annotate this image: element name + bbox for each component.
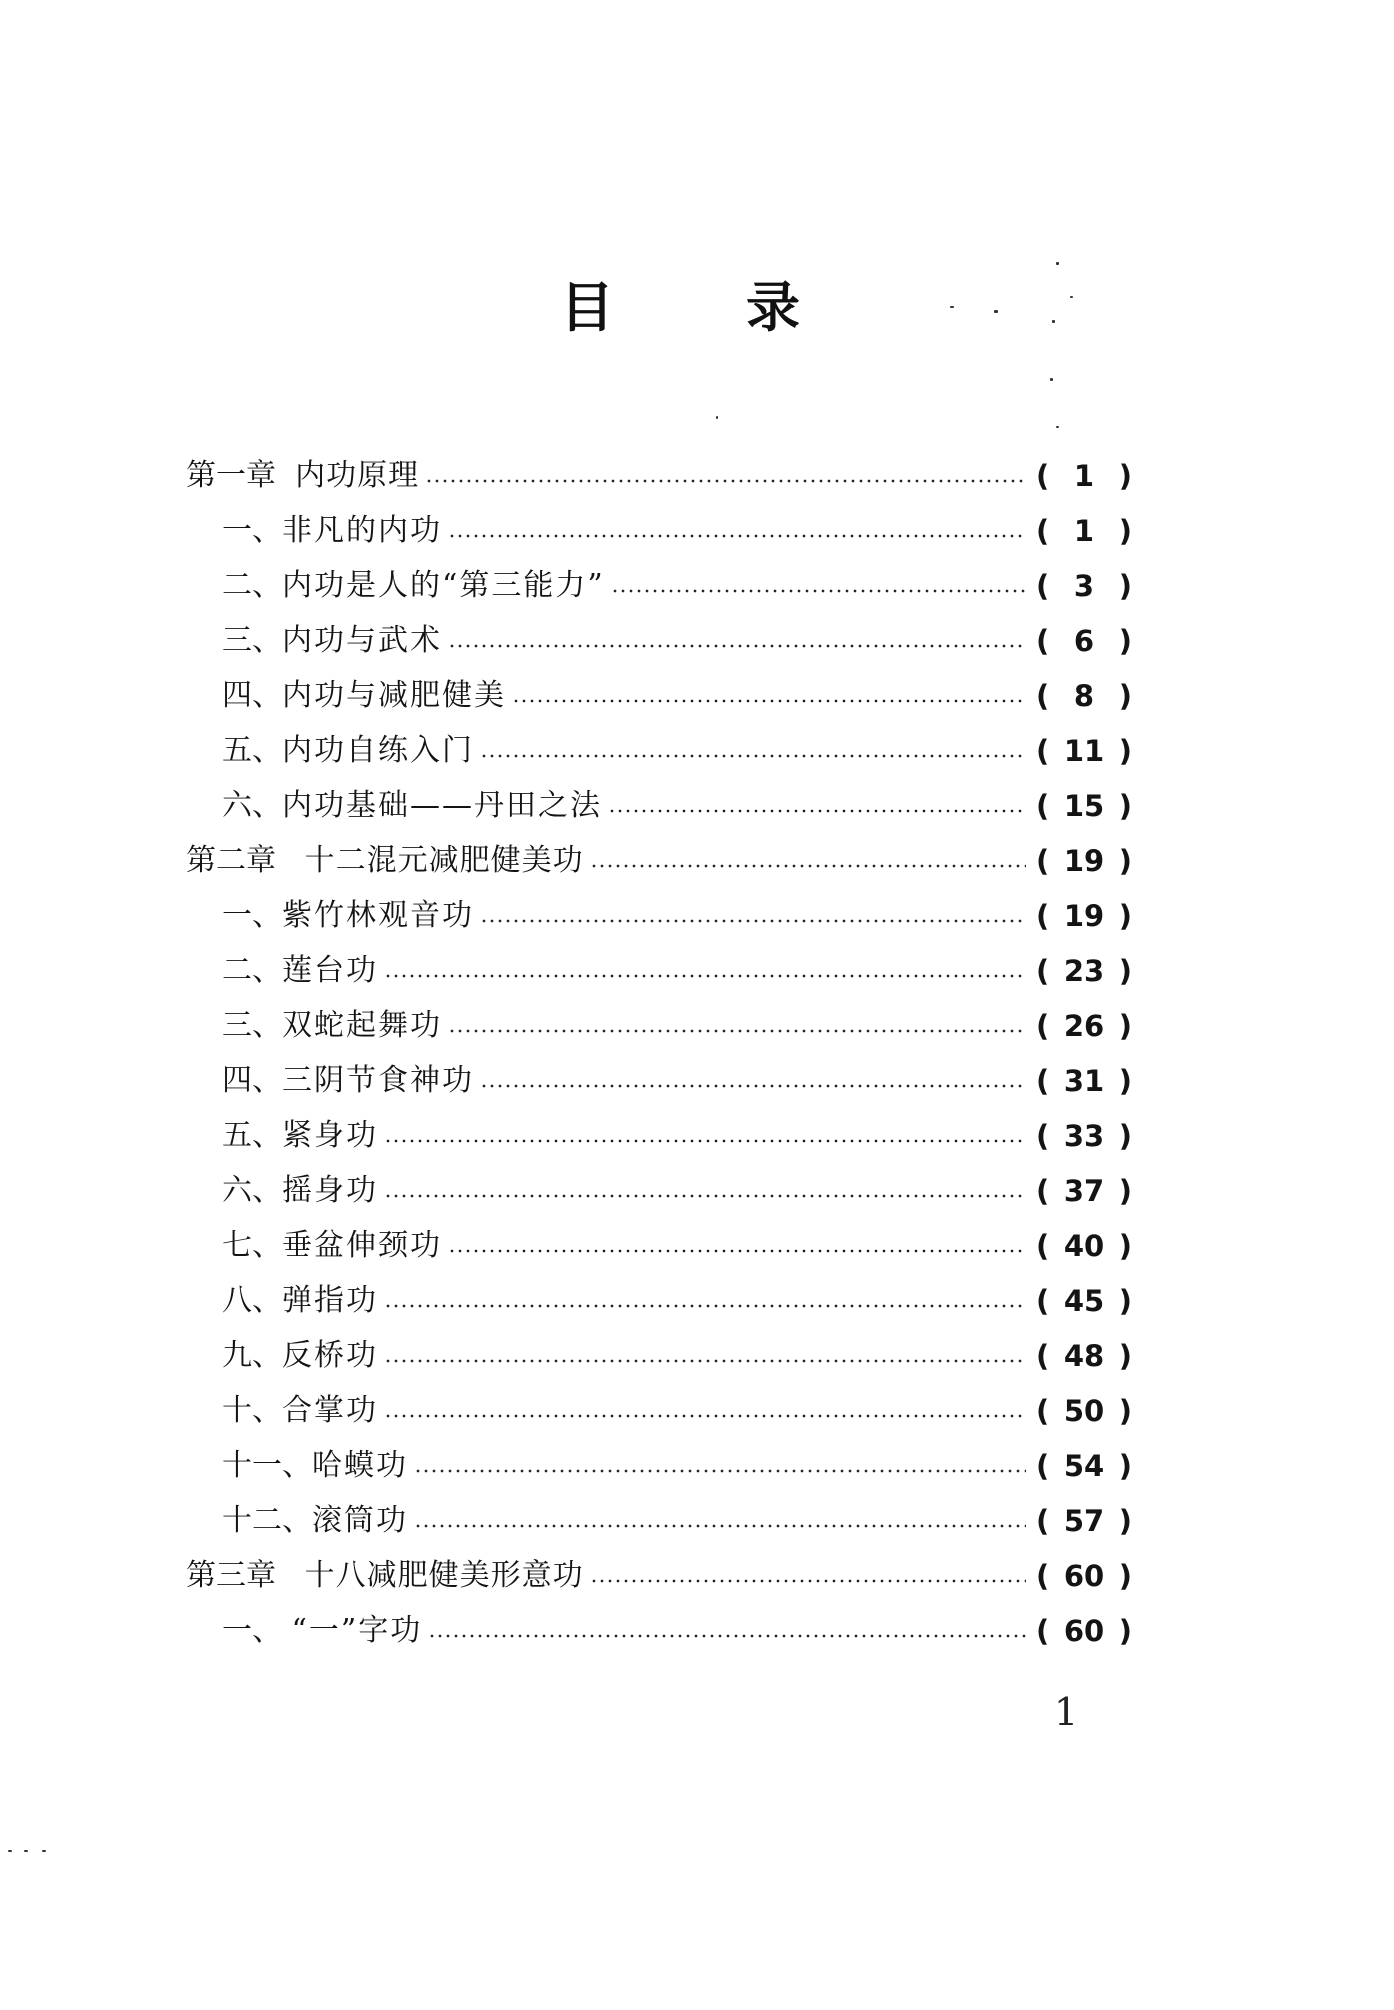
entry-number: 五、 [222,732,282,768]
entry-title: 紧身功 [282,1117,378,1153]
page-number: 1 [1054,1690,1079,1734]
entry-number: 第三章 [186,1557,276,1593]
entry-title: 合掌功 [282,1392,378,1428]
close-paren: ) [1118,1228,1132,1263]
entry-title: 哈蟆功 [312,1447,408,1483]
entry-number: 六、 [222,787,282,823]
dot-leader [384,974,1026,978]
page-reference [1036,1501,1132,1541]
page-ref-number: 57 [1063,1503,1105,1538]
entry-title: 双蛇起舞功 [282,1007,442,1043]
page-reference [1036,841,1132,881]
entry-title: 三阴节食神功 [282,1062,474,1098]
scan-speck [950,306,954,308]
scan-speck [1070,296,1073,298]
open-paren: ( [1036,1008,1050,1043]
page-ref-number: 40 [1063,1228,1105,1263]
table-of-contents [186,448,1132,1658]
close-paren: ) [1118,1338,1132,1373]
entry-title: 滚筒功 [312,1502,408,1538]
entry-number: 八、 [222,1282,282,1318]
toc-section-entry [186,1053,1132,1108]
dot-leader [384,1304,1026,1308]
toc-section-entry [186,998,1132,1053]
dot-leader [480,919,1026,923]
title-char-1: 目 [560,275,614,339]
close-paren: ) [1118,1173,1132,1208]
scan-speck [716,416,718,419]
close-paren: ) [1118,733,1132,768]
entry-number: 三、 [222,622,282,658]
close-paren: ) [1118,1063,1132,1098]
dot-leader [384,1194,1026,1198]
entry-title: 十八减肥健美形意功 [304,1557,584,1593]
entry-title: 摇身功 [282,1172,378,1208]
scan-speck [24,1850,28,1852]
entry-title: 内功自练入门 [282,732,474,768]
page-reference [1036,1391,1132,1431]
page-reference [1036,456,1132,496]
page-ref-number: 33 [1063,1118,1105,1153]
dot-leader [428,1634,1026,1638]
entry-title: 内功原理 [295,457,420,493]
page-reference [1036,1336,1132,1376]
dot-leader [590,1579,1026,1583]
toc-section-entry [186,723,1132,778]
toc-chapter-entry [186,1548,1132,1603]
entry-number: 六、 [222,1172,282,1208]
entry-number: 十一、 [222,1447,312,1483]
scan-speck [8,1850,12,1852]
entry-number: 四、 [222,1062,282,1098]
page-ref-number: 1 [1073,513,1095,548]
entry-number: 九、 [222,1337,282,1373]
page-ref-number: 60 [1063,1558,1105,1593]
entry-title: 弹指功 [282,1282,378,1318]
entry-number: 十、 [222,1392,282,1428]
entry-title: 内功与武术 [282,622,442,658]
open-paren: ( [1036,1118,1050,1153]
open-paren: ( [1036,1338,1050,1373]
entry-title: 垂盆伸颈功 [282,1227,442,1263]
entry-number: 四、 [222,677,282,713]
entry-number: 一、 [222,897,282,933]
open-paren: ( [1036,623,1050,658]
page-ref-number: 8 [1073,678,1095,713]
open-paren: ( [1036,678,1050,713]
page-ref-number: 19 [1063,843,1105,878]
page-reference [1036,566,1132,606]
page-reference [1036,1061,1132,1101]
scan-speck [1056,262,1059,265]
close-paren: ) [1118,458,1132,493]
toc-section-entry [186,1273,1132,1328]
entry-title: 内功是人的“第三能力” [282,567,605,603]
page-ref-number: 1 [1073,458,1095,493]
toc-section-entry [186,558,1132,613]
close-paren: ) [1118,1008,1132,1043]
toc-section-entry [186,943,1132,998]
toc-section-entry [186,1603,1132,1658]
page-ref-number: 23 [1063,953,1105,988]
open-paren: ( [1036,733,1050,768]
page-ref-number: 19 [1063,898,1105,933]
entry-title: 内功基础——丹田之法 [282,787,602,823]
page-ref-number: 31 [1063,1063,1105,1098]
scan-speck [42,1850,46,1852]
toc-section-entry [186,778,1132,833]
title-char-2: 录 [746,275,800,339]
page-ref-number: 60 [1063,1613,1105,1648]
entry-spacer [276,1556,305,1596]
entry-spacer [276,841,305,881]
open-paren: ( [1036,953,1050,988]
toc-section-entry [186,1383,1132,1438]
dot-leader [414,1524,1026,1528]
page-reference [1036,786,1132,826]
entry-number: 一、 [222,512,282,548]
entry-number: 五、 [222,1117,282,1153]
scan-speck [1050,378,1053,381]
page-ref-number: 45 [1063,1283,1105,1318]
open-paren: ( [1036,1558,1050,1593]
close-paren: ) [1118,623,1132,658]
entry-title: “一”字功 [291,1612,423,1648]
open-paren: ( [1036,458,1050,493]
toc-section-entry [186,1328,1132,1383]
entry-number: 第一章 [186,457,276,493]
page-ref-number: 54 [1063,1448,1105,1483]
open-paren: ( [1036,788,1050,823]
page-title [560,268,800,338]
open-paren: ( [1036,898,1050,933]
dot-leader [480,1084,1026,1088]
dot-leader [448,644,1026,648]
dot-leader [480,754,1026,758]
close-paren: ) [1118,898,1132,933]
page-reference [1036,896,1132,936]
close-paren: ) [1118,1393,1132,1428]
toc-section-entry [186,1108,1132,1163]
page-reference [1036,1226,1132,1266]
entry-spacer [282,1611,292,1651]
entry-title: 莲台功 [282,952,378,988]
dot-leader [448,534,1026,538]
toc-section-entry [186,1163,1132,1218]
dot-leader [384,1414,1026,1418]
dot-leader [448,1029,1026,1033]
open-paren: ( [1036,1173,1050,1208]
scan-speck [994,310,998,313]
entry-number: 第二章 [186,842,276,878]
entry-number: 二、 [222,952,282,988]
page-reference [1036,1006,1132,1046]
close-paren: ) [1118,953,1132,988]
toc-chapter-entry [186,448,1132,503]
toc-chapter-entry [186,833,1132,888]
open-paren: ( [1036,1448,1050,1483]
open-paren: ( [1036,1613,1050,1648]
entry-title: 非凡的内功 [282,512,442,548]
page-reference [1036,1611,1132,1651]
page-ref-number: 50 [1063,1393,1105,1428]
open-paren: ( [1036,1393,1050,1428]
entry-title: 内功与减肥健美 [282,677,506,713]
dot-leader [611,589,1026,593]
toc-section-entry [186,613,1132,668]
toc-section-entry [186,503,1132,558]
open-paren: ( [1036,513,1050,548]
open-paren: ( [1036,1228,1050,1263]
page-ref-number: 15 [1063,788,1105,823]
page-reference [1036,731,1132,771]
page-reference [1036,1116,1132,1156]
page-ref-number: 37 [1063,1173,1105,1208]
dot-leader [425,479,1026,483]
page-ref-number: 11 [1063,733,1105,768]
page-ref-number: 6 [1073,623,1095,658]
page-reference [1036,1171,1132,1211]
close-paren: ) [1118,513,1132,548]
entry-spacer [276,456,295,496]
page-reference [1036,1446,1132,1486]
dot-leader [448,1249,1026,1253]
entry-number: 七、 [222,1227,282,1263]
close-paren: ) [1118,1613,1132,1648]
page-ref-number: 3 [1073,568,1095,603]
dot-leader [414,1469,1026,1473]
close-paren: ) [1118,568,1132,603]
entry-title: 紫竹林观音功 [282,897,474,933]
close-paren: ) [1118,1283,1132,1318]
open-paren: ( [1036,568,1050,603]
page-ref-number: 26 [1063,1008,1105,1043]
page-reference [1036,951,1132,991]
close-paren: ) [1118,843,1132,878]
close-paren: ) [1118,788,1132,823]
page-reference [1036,621,1132,661]
entry-number: 二、 [222,567,282,603]
dot-leader [384,1139,1026,1143]
entry-number: 一、 [222,1612,282,1648]
toc-section-entry [186,888,1132,943]
open-paren: ( [1036,843,1050,878]
dot-leader [590,864,1026,868]
dot-leader [512,699,1026,703]
open-paren: ( [1036,1063,1050,1098]
entry-number: 三、 [222,1007,282,1043]
entry-number: 十二、 [222,1502,312,1538]
close-paren: ) [1118,1118,1132,1153]
dot-leader [608,809,1026,813]
toc-section-entry [186,668,1132,723]
toc-section-entry [186,1218,1132,1273]
close-paren: ) [1118,1503,1132,1538]
page-reference [1036,676,1132,716]
page-reference [1036,511,1132,551]
entry-title: 反桥功 [282,1337,378,1373]
toc-section-entry [186,1493,1132,1548]
open-paren: ( [1036,1503,1050,1538]
open-paren: ( [1036,1283,1050,1318]
scan-speck [1052,320,1055,323]
page-reference [1036,1556,1132,1596]
page-reference [1036,1281,1132,1321]
close-paren: ) [1118,678,1132,713]
dot-leader [384,1359,1026,1363]
close-paren: ) [1118,1448,1132,1483]
page-ref-number: 48 [1063,1338,1105,1373]
toc-section-entry [186,1438,1132,1493]
close-paren: ) [1118,1558,1132,1593]
entry-title: 十二混元减肥健美功 [304,842,584,878]
scan-speck [1056,426,1059,428]
